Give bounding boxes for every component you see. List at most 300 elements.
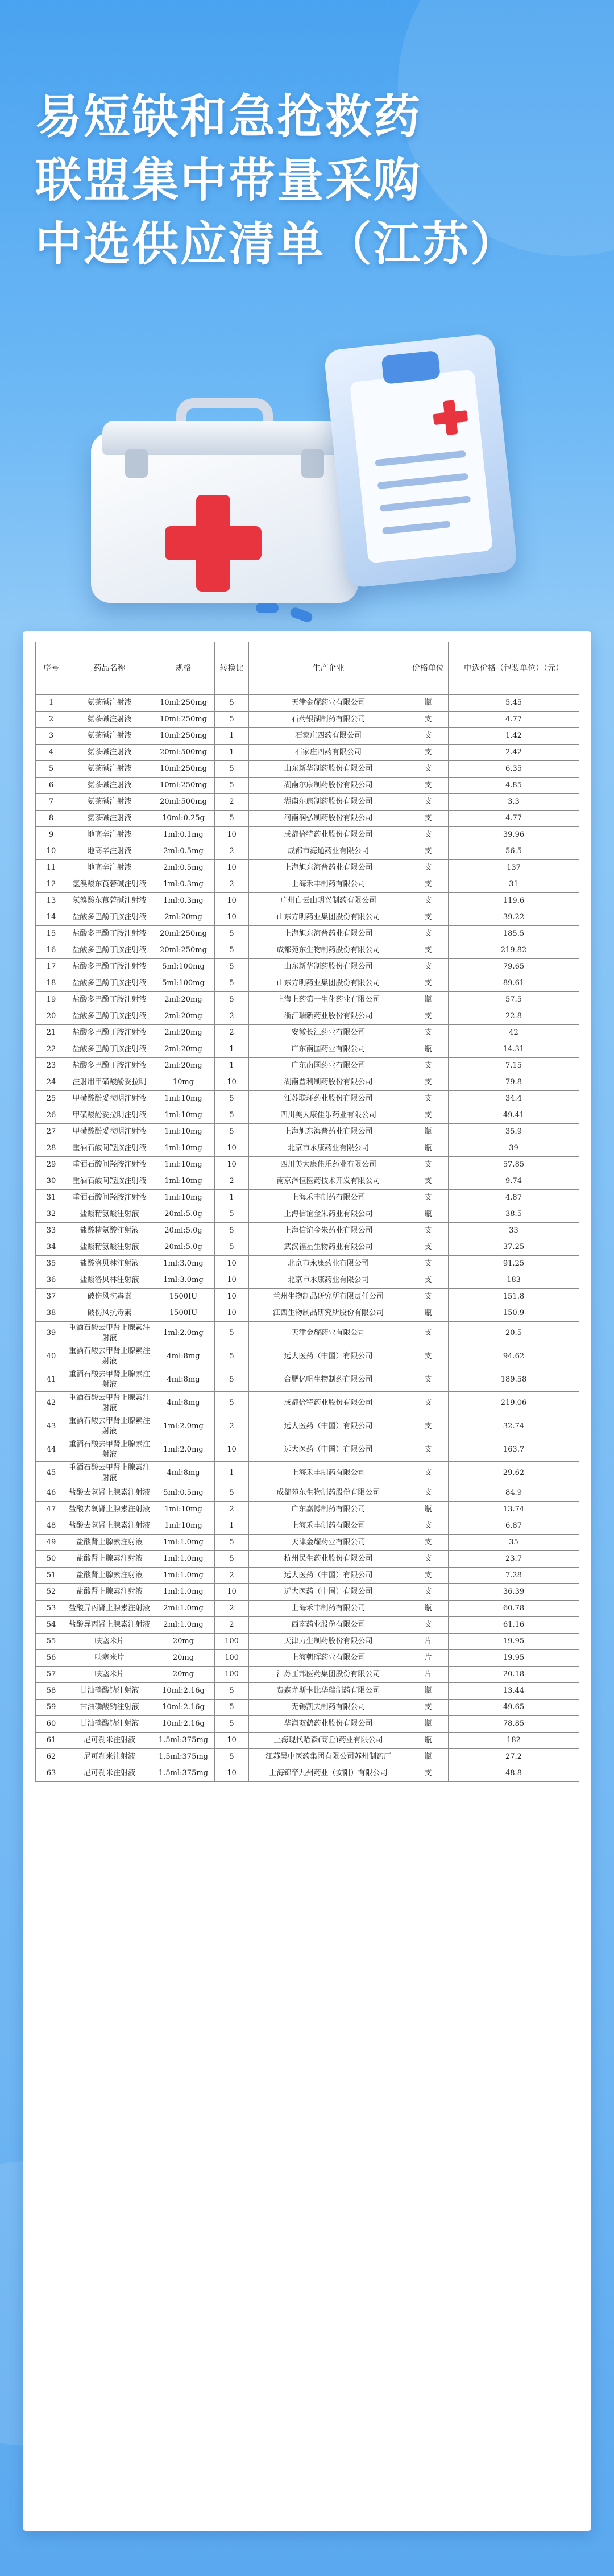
conversion-ratio: 100 [215,1634,249,1650]
conversion-ratio: 10 [215,1272,249,1289]
price-unit: 支 [408,909,449,926]
drug-name: 甲磺酸酚妥拉明注射液 [67,1091,152,1107]
conversion-ratio: 5 [215,695,249,712]
specification: 2ml:20mg [152,992,215,1008]
price-unit: 支 [408,761,449,778]
drug-name: 注射用甲磺酸酚妥拉明 [67,1074,152,1091]
selected-price: 4.87 [449,1190,579,1206]
specification: 1ml:1.0mg [152,1584,215,1601]
specification: 2ml:20mg [152,1041,215,1058]
selected-price: 13.44 [449,1683,579,1700]
manufacturer: 上海禾丰制药有限公司 [249,876,408,893]
first-aid-kit-illustration [91,398,364,603]
row-number: 33 [36,1223,67,1239]
specification: 1ml:10mg [152,1124,215,1140]
table-row [36,1368,579,1392]
price-unit: 瓶 [408,1124,449,1140]
drug-name: 盐酸多巴酚丁胺注射液 [67,1008,152,1025]
column-header: 序号 [36,642,67,695]
price-unit: 支 [408,926,449,942]
manufacturer: 四川美大康佳乐药业有限公司 [249,1107,408,1124]
specification: 20mg [152,1650,215,1667]
conversion-ratio: 5 [215,1749,249,1765]
manufacturer: 北京市永康药业有限公司 [249,1140,408,1157]
table-row [36,712,579,728]
table-row [36,1502,579,1518]
table-row [36,926,579,942]
pill-icon [289,606,314,624]
row-number: 1 [36,695,67,712]
row-number: 2 [36,712,67,728]
price-unit: 支 [408,1256,449,1272]
drug-name: 盐酸异丙肾上腺素注射液 [67,1617,152,1634]
manufacturer: 天津金耀药业有限公司 [249,1535,408,1551]
specification: 2ml:20mg [152,909,215,926]
selected-price: 183 [449,1272,579,1289]
specification: 5ml:100mg [152,975,215,992]
selected-price: 60.78 [449,1601,579,1617]
price-unit: 支 [408,728,449,745]
drug-name: 盐酸洛贝林注射液 [67,1272,152,1289]
row-number: 51 [36,1568,67,1584]
specification: 20ml:5.0g [152,1239,215,1256]
price-unit: 支 [408,860,449,876]
specification: 10ml:250mg [152,712,215,728]
table-row [36,1041,579,1058]
row-number: 8 [36,811,67,827]
conversion-ratio: 5 [215,926,249,942]
conversion-ratio: 2 [215,876,249,893]
conversion-ratio: 10 [215,827,249,843]
selected-price: 34.4 [449,1091,579,1107]
conversion-ratio: 5 [215,1322,249,1345]
table-row [36,1107,579,1124]
table-row [36,1650,579,1667]
price-unit: 支 [408,745,449,761]
drug-name: 盐酸精氨酸注射液 [67,1223,152,1239]
price-unit: 片 [408,1667,449,1683]
drug-name: 氨茶碱注射液 [67,761,152,778]
price-unit: 支 [408,975,449,992]
manufacturer: 天津金耀药业有限公司 [249,1322,408,1345]
manufacturer: 山东新华制药股份有限公司 [249,761,408,778]
price-unit: 支 [408,1025,449,1041]
price-unit: 支 [408,1700,449,1716]
specification: 10ml:2.16g [152,1683,215,1700]
table-row [36,1551,579,1568]
conversion-ratio: 5 [215,975,249,992]
drug-name: 氢溴酸东莨菪碱注射液 [67,876,152,893]
conversion-ratio: 1 [215,1462,249,1485]
selected-price: 6.35 [449,761,579,778]
conversion-ratio: 5 [215,1107,249,1124]
price-unit: 支 [408,1535,449,1551]
manufacturer: 远大医药（中国）有限公司 [249,1584,408,1601]
row-number: 49 [36,1535,67,1551]
table-row [36,811,579,827]
price-unit: 支 [408,1518,449,1535]
specification: 4ml:8mg [152,1345,215,1368]
price-unit: 支 [408,1107,449,1124]
manufacturer: 上海信谊金朱药业有限公司 [249,1206,408,1223]
selected-price: 27.2 [449,1749,579,1765]
specification: 1ml:10mg [152,1091,215,1107]
column-header: 生产企业 [249,642,408,695]
row-number: 35 [36,1256,67,1272]
selected-price: 42 [449,1025,579,1041]
drug-name: 盐酸精氨酸注射液 [67,1206,152,1223]
selected-price: 119.6 [449,893,579,909]
drug-name: 氨茶碱注射液 [67,745,152,761]
page-title [35,85,518,276]
drug-name: 盐酸多巴酚丁胺注射液 [67,926,152,942]
table-row [36,1683,579,1700]
price-unit: 支 [408,1368,449,1392]
table-row [36,745,579,761]
manufacturer: 上海旭东海普药业有限公司 [249,860,408,876]
manufacturer: 成都市海通药业有限公司 [249,843,408,860]
manufacturer: 安徽长江药业有限公司 [249,1025,408,1041]
selected-price: 4.85 [449,778,579,794]
selected-price: 189.58 [449,1368,579,1392]
table-row [36,1392,579,1415]
selected-price: 35.9 [449,1124,579,1140]
manufacturer: 上海禾丰制药有限公司 [249,1518,408,1535]
drug-name: 重酒石酸去甲肾上腺素注射液 [67,1345,152,1368]
manufacturer: 石家庄四药有限公司 [249,745,408,761]
row-number: 27 [36,1124,67,1140]
specification: 10ml:2.16g [152,1700,215,1716]
conversion-ratio: 5 [215,1239,249,1256]
manufacturer: 成都苑东生物制药股份有限公司 [249,942,408,959]
specification: 10ml:250mg [152,728,215,745]
manufacturer: 远大医药（中国）有限公司 [249,1438,408,1462]
price-unit: 支 [408,1239,449,1256]
manufacturer: 上海禾丰制药有限公司 [249,1601,408,1617]
conversion-ratio: 5 [215,1091,249,1107]
selected-price: 56.5 [449,843,579,860]
conversion-ratio: 5 [215,959,249,975]
table-row [36,1667,579,1683]
manufacturer: 江西生物制品研究所股份有限公司 [249,1305,408,1322]
table-row [36,975,579,992]
row-number: 60 [36,1716,67,1733]
price-unit: 支 [408,1157,449,1173]
conversion-ratio: 10 [215,1157,249,1173]
table-row [36,778,579,794]
manufacturer: 北京市永康药业有限公司 [249,1256,408,1272]
price-unit: 支 [408,1322,449,1345]
selected-price: 7.28 [449,1568,579,1584]
conversion-ratio: 5 [215,1551,249,1568]
price-unit: 支 [408,959,449,975]
drug-name: 重酒石酸去甲肾上腺素注射液 [67,1392,152,1415]
table-row [36,1206,579,1223]
selected-price: 137 [449,860,579,876]
clipboard-illustration [323,333,518,588]
row-number: 41 [36,1368,67,1392]
specification: 1500IU [152,1289,215,1305]
table-row [36,893,579,909]
row-number: 18 [36,975,67,992]
specification: 20mg [152,1667,215,1683]
price-unit: 支 [408,876,449,893]
table-row [36,860,579,876]
drug-name: 呋塞米片 [67,1650,152,1667]
manufacturer: 上海现代哈森(商丘)药业有限公司 [249,1733,408,1749]
table-row [36,1415,579,1438]
price-unit: 支 [408,778,449,794]
drug-name: 盐酸肾上腺素注射液 [67,1584,152,1601]
drug-name: 重酒石酸间羟胺注射液 [67,1140,152,1157]
specification: 20ml:500mg [152,745,215,761]
drug-name: 地高辛注射液 [67,843,152,860]
row-number: 39 [36,1322,67,1345]
conversion-ratio: 10 [215,1256,249,1272]
manufacturer: 湖南尔康制药股份有限公司 [249,778,408,794]
row-number: 48 [36,1518,67,1535]
drug-name: 甲磺酸酚妥拉明注射液 [67,1124,152,1140]
table-row [36,1140,579,1157]
selected-price: 37.25 [449,1239,579,1256]
specification: 20ml:250mg [152,942,215,959]
row-number: 3 [36,728,67,745]
specification: 2ml:20mg [152,1008,215,1025]
manufacturer: 费森尤斯卡比华瑞制药有限公司 [249,1683,408,1700]
conversion-ratio: 10 [215,893,249,909]
specification: 10ml:250mg [152,695,215,712]
selected-price: 9.74 [449,1173,579,1190]
conversion-ratio: 2 [215,1173,249,1190]
drug-name: 地高辛注射液 [67,860,152,876]
specification: 1ml:3.0mg [152,1272,215,1289]
manufacturer: 北京市永康药业有限公司 [249,1272,408,1289]
specification: 2ml:0.5mg [152,860,215,876]
price-unit: 瓶 [408,1683,449,1700]
row-number: 20 [36,1008,67,1025]
table-row [36,1733,579,1749]
table-row [36,1239,579,1256]
row-number: 54 [36,1617,67,1634]
manufacturer: 远大医药（中国）有限公司 [249,1415,408,1438]
conversion-ratio: 10 [215,1765,249,1782]
manufacturer: 华润双鹤药业股份有限公司 [249,1716,408,1733]
conversion-ratio: 5 [215,1124,249,1140]
price-unit: 瓶 [408,1716,449,1733]
drug-name: 氨茶碱注射液 [67,728,152,745]
specification: 2ml:20mg [152,1025,215,1041]
specification: 20mg [152,1634,215,1650]
row-number: 7 [36,794,67,811]
table-row [36,1568,579,1584]
drug-name: 重酒石酸去甲肾上腺素注射液 [67,1462,152,1485]
specification: 10ml:250mg [152,778,215,794]
table-row [36,1223,579,1239]
table-row [36,1091,579,1107]
manufacturer: 上海信谊金朱药业有限公司 [249,1223,408,1239]
pill-icon [256,603,279,613]
selected-price: 3.3 [449,794,579,811]
table-row [36,1322,579,1345]
row-number: 17 [36,959,67,975]
selected-price: 39.22 [449,909,579,926]
manufacturer: 广东南国药业有限公司 [249,1041,408,1058]
conversion-ratio: 5 [215,992,249,1008]
row-number: 40 [36,1345,67,1368]
specification: 1ml:1.0mg [152,1535,215,1551]
manufacturer: 上海旭东海普药业有限公司 [249,926,408,942]
specification: 20ml:500mg [152,794,215,811]
conversion-ratio: 1 [215,1041,249,1058]
price-unit: 支 [408,1415,449,1438]
price-unit: 支 [408,712,449,728]
selected-price: 36.39 [449,1584,579,1601]
drug-name: 氢溴酸东莨菪碱注射液 [67,893,152,909]
selected-price: 39.96 [449,827,579,843]
row-number: 44 [36,1438,67,1462]
specification: 1ml:0.3mg [152,876,215,893]
table-header-row [36,642,579,695]
selected-price: 22.8 [449,1008,579,1025]
table-row [36,1272,579,1289]
manufacturer: 成都倍特药业股份有限公司 [249,1392,408,1415]
drug-name: 盐酸肾上腺素注射液 [67,1535,152,1551]
selected-price: 1.42 [449,728,579,745]
row-number: 4 [36,745,67,761]
conversion-ratio: 1 [215,1190,249,1206]
drug-name: 尼可刹米注射液 [67,1749,152,1765]
selected-price: 182 [449,1733,579,1749]
price-unit: 支 [408,843,449,860]
drug-name: 重酒石酸间羟胺注射液 [67,1157,152,1173]
table-row [36,794,579,811]
selected-price: 31 [449,876,579,893]
drug-name: 盐酸多巴酚丁胺注射液 [67,942,152,959]
selected-price: 94.62 [449,1345,579,1368]
drug-name: 甘油磷酸钠注射液 [67,1716,152,1733]
manufacturer: 江苏正邦医药集团股份有限公司 [249,1667,408,1683]
table-row [36,1634,579,1650]
selected-price: 79.8 [449,1074,579,1091]
manufacturer: 天津力生制药股份有限公司 [249,1634,408,1650]
manufacturer: 合肥亿帆生物制药有限公司 [249,1368,408,1392]
selected-price: 6.87 [449,1518,579,1535]
manufacturer: 江苏联环药业股份有限公司 [249,1091,408,1107]
conversion-ratio: 1 [215,745,249,761]
selected-price: 20.5 [449,1322,579,1345]
price-unit: 支 [408,1485,449,1502]
drug-name: 呋塞米片 [67,1634,152,1650]
drug-name: 盐酸多巴酚丁胺注射液 [67,992,152,1008]
row-number: 28 [36,1140,67,1157]
selected-price: 89.61 [449,975,579,992]
conversion-ratio: 5 [215,1345,249,1368]
row-number: 56 [36,1650,67,1667]
manufacturer: 四川美大康佳乐药业有限公司 [249,1157,408,1173]
manufacturer: 杭州民生药业股份有限公司 [249,1551,408,1568]
specification: 1ml:10mg [152,1140,215,1157]
selected-price: 32.74 [449,1415,579,1438]
conversion-ratio: 2 [215,1502,249,1518]
conversion-ratio: 10 [215,1289,249,1305]
table-row [36,1485,579,1502]
selected-price: 4.77 [449,811,579,827]
specification: 10mg [152,1074,215,1091]
specification: 10ml:250mg [152,761,215,778]
row-number: 23 [36,1058,67,1074]
drug-name: 盐酸多巴酚丁胺注射液 [67,1058,152,1074]
manufacturer: 上海锦帝九州药业（安阳）有限公司 [249,1765,408,1782]
conversion-ratio: 5 [215,712,249,728]
row-number: 32 [36,1206,67,1223]
table-row [36,1305,579,1322]
conversion-ratio: 100 [215,1650,249,1667]
specification: 2ml:1.0mg [152,1601,215,1617]
conversion-ratio: 10 [215,1733,249,1749]
price-unit: 瓶 [408,695,449,712]
title-line: 联盟集中带量采购 [35,154,422,208]
manufacturer: 湖南普利制药股份有限公司 [249,1074,408,1091]
price-unit: 支 [408,1289,449,1305]
selected-price: 57.85 [449,1157,579,1173]
conversion-ratio: 2 [215,1025,249,1041]
price-unit: 支 [408,827,449,843]
selected-price: 49.65 [449,1700,579,1716]
title-line: 易短缺和急抢救药 [35,90,422,144]
kit-latch [301,449,324,478]
selected-price: 13.74 [449,1502,579,1518]
row-number: 30 [36,1173,67,1190]
drug-name: 破伤风抗毒素 [67,1305,152,1322]
manufacturer: 湖南尔康制药股份有限公司 [249,794,408,811]
conversion-ratio: 10 [215,1074,249,1091]
manufacturer: 江苏吴中医药集团有限公司苏州制药厂 [249,1749,408,1765]
price-unit: 瓶 [408,1749,449,1765]
drug-name: 甘油磷酸钠注射液 [67,1700,152,1716]
conversion-ratio: 5 [215,1485,249,1502]
manufacturer: 上海旭东海普药业有限公司 [249,1124,408,1140]
selected-price: 79.65 [449,959,579,975]
table-row [36,1749,579,1765]
manufacturer: 上海禾丰制药有限公司 [249,1462,408,1485]
manufacturer: 山东方明药业集团股份有限公司 [249,909,408,926]
price-unit: 支 [408,893,449,909]
specification: 1ml:2.0mg [152,1322,215,1345]
specification: 10ml:0.25g [152,811,215,827]
column-header: 价格单位 [408,642,449,695]
specification: 1ml:10mg [152,1157,215,1173]
selected-price: 38.5 [449,1206,579,1223]
price-unit: 瓶 [408,1601,449,1617]
selected-price: 19.95 [449,1634,579,1650]
row-number: 29 [36,1157,67,1173]
red-cross-icon [165,526,262,560]
specification: 1ml:10mg [152,1190,215,1206]
drug-name: 盐酸多巴酚丁胺注射液 [67,1025,152,1041]
table-row [36,1124,579,1140]
conversion-ratio: 5 [215,1535,249,1551]
row-number: 55 [36,1634,67,1650]
table-row [36,942,579,959]
specification: 1500IU [152,1305,215,1322]
price-unit: 支 [408,1091,449,1107]
manufacturer: 成都苑东生物制药股份有限公司 [249,1485,408,1502]
selected-price: 14.31 [449,1041,579,1058]
table-row [36,1716,579,1733]
row-number: 37 [36,1289,67,1305]
specification: 1ml:0.1mg [152,827,215,843]
price-unit: 瓶 [408,1733,449,1749]
